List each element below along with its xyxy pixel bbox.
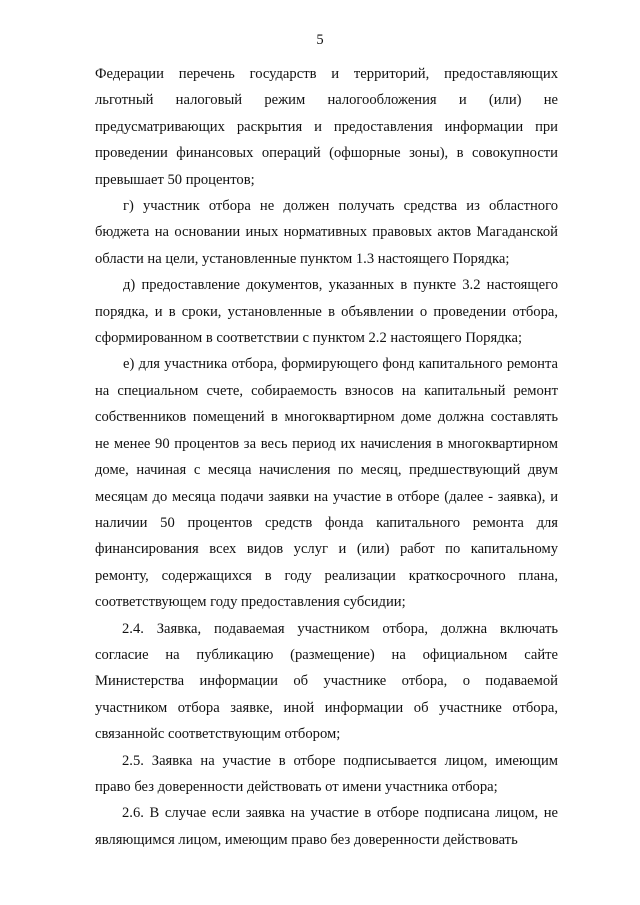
paragraph-item-d: д) предоставление документов, указанных в пункте 3.2 настоящего порядка, и в сроки, установленные в объявлении о проведении отбора, сформированном в соответствии с пунктом 2.2 настоящего Порядка;: [95, 277, 558, 347]
paragraph-2-4: 2.4. Заявка, подаваемая участником отбора, должна включать согласие на публикацию (размещение) на официальном сайте Министерства информации об участнике отбора, о подаваемой участником отбора заявке, иной информации об участнике отбора, связаннойс соответствующим отбором;: [95, 620, 558, 743]
paragraph-2-5: 2.5. Заявка на участие в отборе подписывается лицом, имеющим право без доверенности действовать от имени участника отбора;: [95, 752, 558, 795]
paragraph-item-g: г) участник отбора не должен получать средства из областного бюджета на основании иных нормативных правовых актов Магаданской области на цели, установленные пунктом 1.3 настоящего Порядка;: [95, 198, 558, 267]
paragraph-item-e: е) для участника отбора, формирующего фонд капитального ремонта на специальном счете, собираемость взносов на капитальный ремонт собственников помещений в многоквартирном доме должна составлять не менее 90 процентов за весь период их начисления в многоквартирном доме, начиная с месяца начисления по месяц, предшествующий двум месяцам до месяца подачи заявки на участие в отборе (далее - заявка), и наличии 50 процентов средств фонда капитального ремонта для финансирования всех видов услуг и (или) работ по капитальному ремонту, содержащихся в году реализации краткосрочного плана, соответствующем году предоставления субсидии;: [95, 356, 558, 611]
paragraph-2-6: 2.6. В случае если заявка на участие в отборе подписана лицом, не являющимся лицом, имеющим право без доверенности действовать: [95, 805, 558, 848]
paragraph-continuation: Федерации перечень государств и территорий, предоставляющих льготный налоговый режим налогообложения и (или) не предусматривающих раскрытия и предоставления информации при проведении финансовых операций (офшорные зоны), в совокупности превышает 50 процентов;: [95, 66, 558, 188]
document-body: [95, 61, 558, 853]
page-number: 5: [316, 32, 324, 48]
